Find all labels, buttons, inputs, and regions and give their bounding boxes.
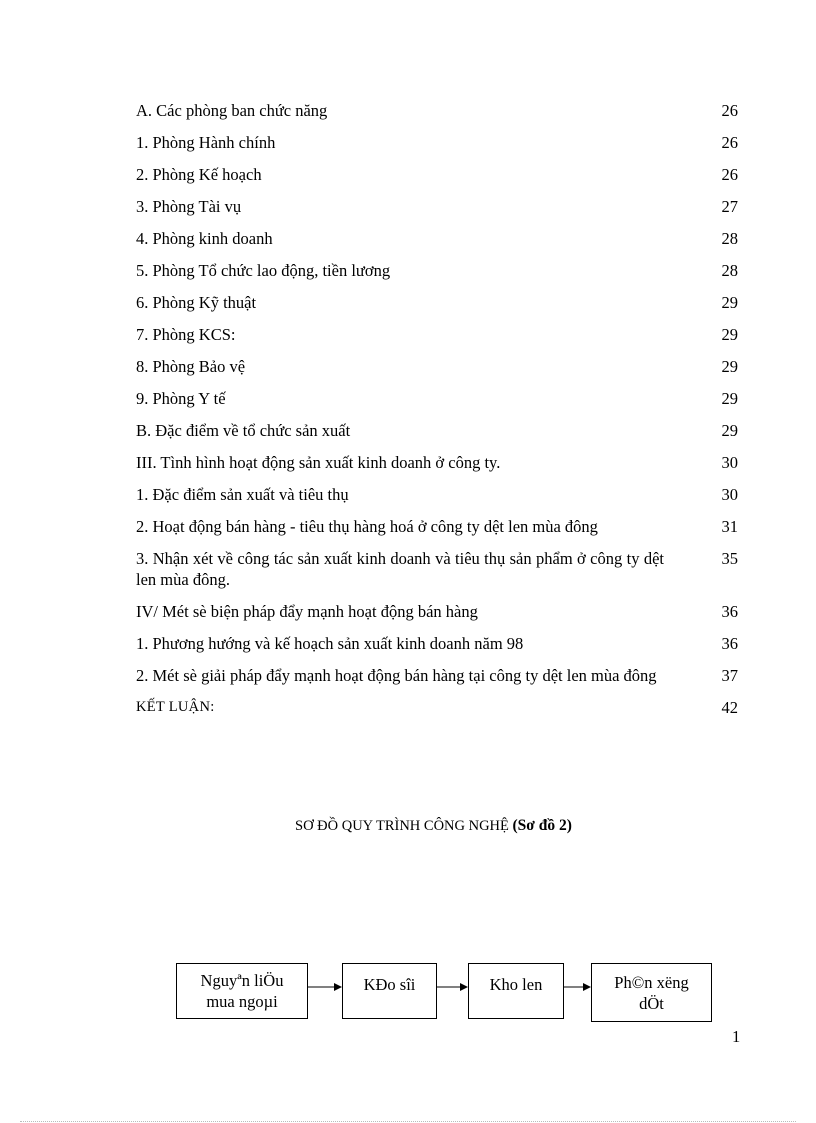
- toc-page-number: 28: [721, 261, 738, 280]
- toc-page-number: 29: [721, 421, 738, 440]
- toc-page-number: 42: [721, 698, 738, 717]
- toc-row: [136, 697, 738, 718]
- toc-row: [136, 100, 738, 121]
- toc-row: [136, 132, 738, 153]
- toc-page-number: 29: [721, 357, 738, 376]
- toc-row: [136, 665, 738, 686]
- toc-row: [136, 260, 738, 281]
- page-bottom-divider: [20, 1121, 796, 1122]
- toc-title: 3. Nhận xét về công tác sản xuất kinh doanh và tiêu thụ sản phẩm ở công ty dệt len mùa đông.: [136, 549, 664, 589]
- process-box-wool-storage: [468, 963, 564, 1019]
- toc-page-number: 29: [721, 389, 738, 408]
- toc-title: 1. Đặc điểm sản xuất và tiêu thụ: [136, 485, 349, 504]
- toc-page-number: 27: [721, 197, 738, 216]
- process-box-spinning: [342, 963, 437, 1019]
- table-of-contents: [136, 100, 738, 729]
- toc-title: III. Tình hình hoạt động sản xuất kinh doanh ở công ty.: [136, 453, 501, 472]
- toc-title: B. Đặc điểm về tổ chức sản xuất: [136, 421, 351, 440]
- toc-page-number: 28: [721, 229, 738, 248]
- toc-row: [136, 601, 738, 622]
- toc-title: 4. Phòng kinh doanh: [136, 229, 273, 248]
- toc-title: A. Các phòng ban chức năng: [136, 101, 328, 120]
- box-label-line1: Kho len: [489, 975, 543, 994]
- page-number: 1: [732, 1027, 741, 1046]
- toc-row: [136, 484, 738, 505]
- toc-page-number: 26: [721, 165, 738, 184]
- toc-row: [136, 452, 738, 473]
- diagram-title-suffix: (Sơ đồ 2): [512, 817, 572, 834]
- box-label-line2: mua ngoµi: [206, 992, 278, 1011]
- toc-row: [136, 324, 738, 345]
- toc-page-number: 36: [721, 634, 738, 653]
- toc-title: 6. Phòng Kỹ thuật: [136, 293, 257, 312]
- diagram-title: [295, 817, 572, 835]
- toc-page-number: 26: [721, 101, 738, 120]
- toc-title: 5. Phòng Tổ chức lao động, tiền lương: [136, 261, 391, 280]
- toc-row: [136, 228, 738, 249]
- diagram-title-text: SƠ ĐỒ QUY TRÌNH CÔNG NGHỆ: [295, 818, 509, 834]
- toc-row: [136, 196, 738, 217]
- toc-page-number: 30: [721, 485, 738, 504]
- toc-row: [136, 548, 738, 590]
- toc-title: 9. Phòng Y tế: [136, 389, 226, 408]
- toc-title: KẾT LUẬN:: [136, 699, 215, 715]
- toc-row: [136, 356, 738, 377]
- toc-title: 1. Phương hướng và kế hoạch sản xuất kinh doanh năm 98: [136, 634, 524, 653]
- toc-page-number: 30: [721, 453, 738, 472]
- toc-row: [136, 516, 738, 537]
- toc-row: [136, 420, 738, 441]
- toc-title: 8. Phòng Bảo vệ: [136, 357, 246, 376]
- box-label-line2: dÖt: [639, 993, 664, 1013]
- toc-title: 3. Phòng Tài vụ: [136, 197, 242, 216]
- toc-row: [136, 633, 738, 654]
- toc-page-number: 29: [721, 325, 738, 344]
- toc-page-number: 36: [721, 602, 738, 621]
- toc-title: 2. Mét sè giải pháp đẩy mạnh hoạt động bán hàng tại công ty dệt len mùa đông: [136, 666, 657, 685]
- toc-row: [136, 292, 738, 313]
- toc-title: IV/ Mét sè biện pháp đẩy mạnh hoạt động bán hàng: [136, 602, 478, 621]
- box-label-line1: Nguyªn liÖu: [200, 971, 284, 990]
- toc-title: 7. Phòng KCS:: [136, 325, 236, 344]
- process-box-raw-materials: [176, 963, 308, 1019]
- toc-page-number: 31: [721, 517, 738, 536]
- box-label-line1: Ph©n xëng: [614, 972, 689, 992]
- toc-title: 2. Hoạt động bán hàng - tiêu thụ hàng hoá ở công ty dệt len mùa đông: [136, 517, 598, 536]
- toc-page-number: 29: [721, 293, 738, 312]
- toc-page-number: 37: [721, 666, 738, 685]
- process-box-weaving-workshop: [591, 963, 712, 1022]
- toc-page-number: 26: [721, 133, 738, 152]
- toc-title: 1. Phòng Hành chính: [136, 133, 276, 152]
- toc-row: [136, 388, 738, 409]
- toc-page-number: 35: [721, 549, 738, 568]
- toc-row: [136, 164, 738, 185]
- toc-title: 2. Phòng Kế hoạch: [136, 165, 262, 184]
- box-label-line1: KÐo sîi: [363, 975, 416, 994]
